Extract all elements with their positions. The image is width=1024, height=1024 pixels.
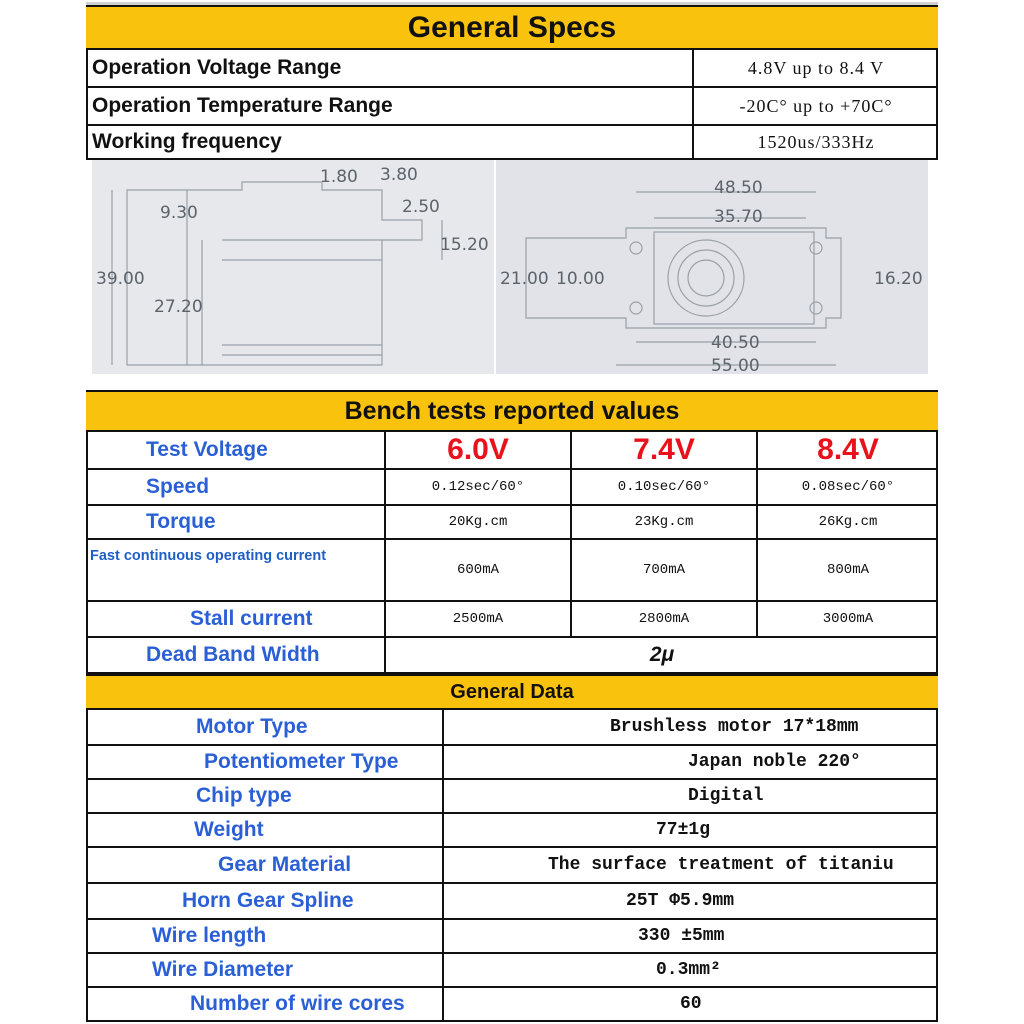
data-row: [86, 848, 938, 884]
data-label: Chip type: [196, 784, 292, 807]
spec-label: Operation Voltage Range: [92, 56, 342, 79]
dim-label: 15.20: [440, 235, 489, 255]
dim-label: 39.00: [96, 269, 145, 289]
bench-value: 800mA: [826, 562, 869, 578]
data-value: 330 ±5mm: [638, 926, 725, 946]
bench-label: Fast continuous operating current: [90, 548, 327, 564]
dim-label: 40.50: [711, 333, 760, 353]
bench-row: [86, 540, 938, 602]
bench-label: Stall current: [190, 607, 313, 630]
spec-value: 4.8V up to 8.4 V: [747, 57, 885, 78]
general-data-title: General Data: [450, 681, 574, 703]
data-label: Wire Diameter: [152, 958, 294, 981]
data-label: Wire length: [152, 924, 267, 947]
data-value: Digital: [688, 786, 764, 806]
bench-value: 3000mA: [822, 611, 874, 627]
voltage-row: [86, 432, 938, 470]
dim-label: 27.20: [154, 297, 203, 317]
data-row: [86, 884, 938, 920]
data-row: [86, 920, 938, 954]
general-specs-title: General Specs: [407, 11, 617, 44]
bench-value: 2500mA: [452, 611, 504, 627]
data-value: Brushless motor 17*18mm: [610, 717, 859, 737]
bench-value: 26Kg.cm: [818, 514, 878, 530]
bench-label: Torque: [146, 510, 216, 533]
dim-label: 35.70: [714, 207, 763, 227]
dim-label: 3.80: [380, 165, 418, 185]
bench-row: [86, 506, 938, 540]
spec-value: -20C° up to +70C°: [739, 95, 893, 116]
data-value: 77±1g: [656, 820, 711, 840]
data-label: Motor Type: [196, 715, 308, 738]
data-row: [86, 814, 938, 848]
dead-band-value: 2μ: [649, 643, 675, 666]
data-value: 0.3mm²: [656, 960, 721, 980]
bench-value: 600mA: [456, 562, 499, 578]
dim-label: 1.80: [320, 167, 358, 187]
dead-band-row: [86, 638, 938, 674]
data-value: The surface treatment of titaniu: [548, 855, 894, 875]
bench-tests-title: Bench tests reported values: [344, 397, 680, 425]
dim-label: 10.00: [556, 269, 605, 289]
bench-label: Speed: [146, 475, 210, 498]
dim-label: 48.50: [714, 178, 763, 198]
dim-label: 2.50: [402, 197, 440, 217]
bench-value: 0.10sec/60°: [617, 479, 711, 495]
data-label: Weight: [194, 818, 264, 841]
data-row: [86, 954, 938, 988]
spec-value: 1520us/333Hz: [757, 131, 875, 152]
general-specs-header: [86, 5, 938, 50]
bench-value: 0.12sec/60°: [431, 479, 525, 495]
bench-row: [86, 470, 938, 506]
spec-row: [86, 88, 938, 126]
dim-label: 9.30: [160, 203, 198, 223]
data-row: [86, 746, 938, 780]
data-row: [86, 710, 938, 746]
side-view-drawing: [92, 160, 494, 374]
dim-label: 55.00: [711, 356, 760, 374]
data-value: 60: [680, 994, 702, 1014]
data-label: Number of wire cores: [190, 992, 405, 1015]
bench-value: 23Kg.cm: [634, 514, 694, 530]
voltage-header: 6.0V: [447, 433, 509, 466]
top-view-drawing: [496, 160, 928, 374]
bench-tests-header: [86, 390, 938, 432]
bench-value: 700mA: [642, 562, 685, 578]
dim-label: 16.20: [874, 269, 923, 289]
voltage-header: 8.4V: [817, 433, 879, 466]
spec-label: Operation Temperature Range: [92, 94, 393, 117]
data-label: Potentiometer Type: [204, 750, 399, 773]
data-row: [86, 780, 938, 814]
data-value: Japan noble 220°: [688, 752, 861, 772]
data-value: 25T Φ5.9mm: [626, 891, 735, 911]
spec-row: [86, 126, 938, 160]
dead-band-label: Dead Band Width: [146, 643, 320, 666]
bench-value: 20Kg.cm: [448, 514, 508, 530]
spec-row: [86, 50, 938, 88]
bench-value: 0.08sec/60°: [801, 479, 895, 495]
data-row: [86, 988, 938, 1022]
voltage-header: 7.4V: [633, 433, 695, 466]
bench-value: 2800mA: [638, 611, 690, 627]
general-data-header: [86, 674, 938, 710]
spec-label: Working frequency: [92, 130, 282, 153]
data-label: Gear Material: [218, 853, 352, 876]
dim-label: 21.00: [500, 269, 549, 289]
test-voltage-label: Test Voltage: [146, 438, 268, 461]
bench-row: [86, 602, 938, 638]
data-label: Horn Gear Spline: [182, 889, 354, 912]
spec-sheet: [86, 2, 938, 1022]
